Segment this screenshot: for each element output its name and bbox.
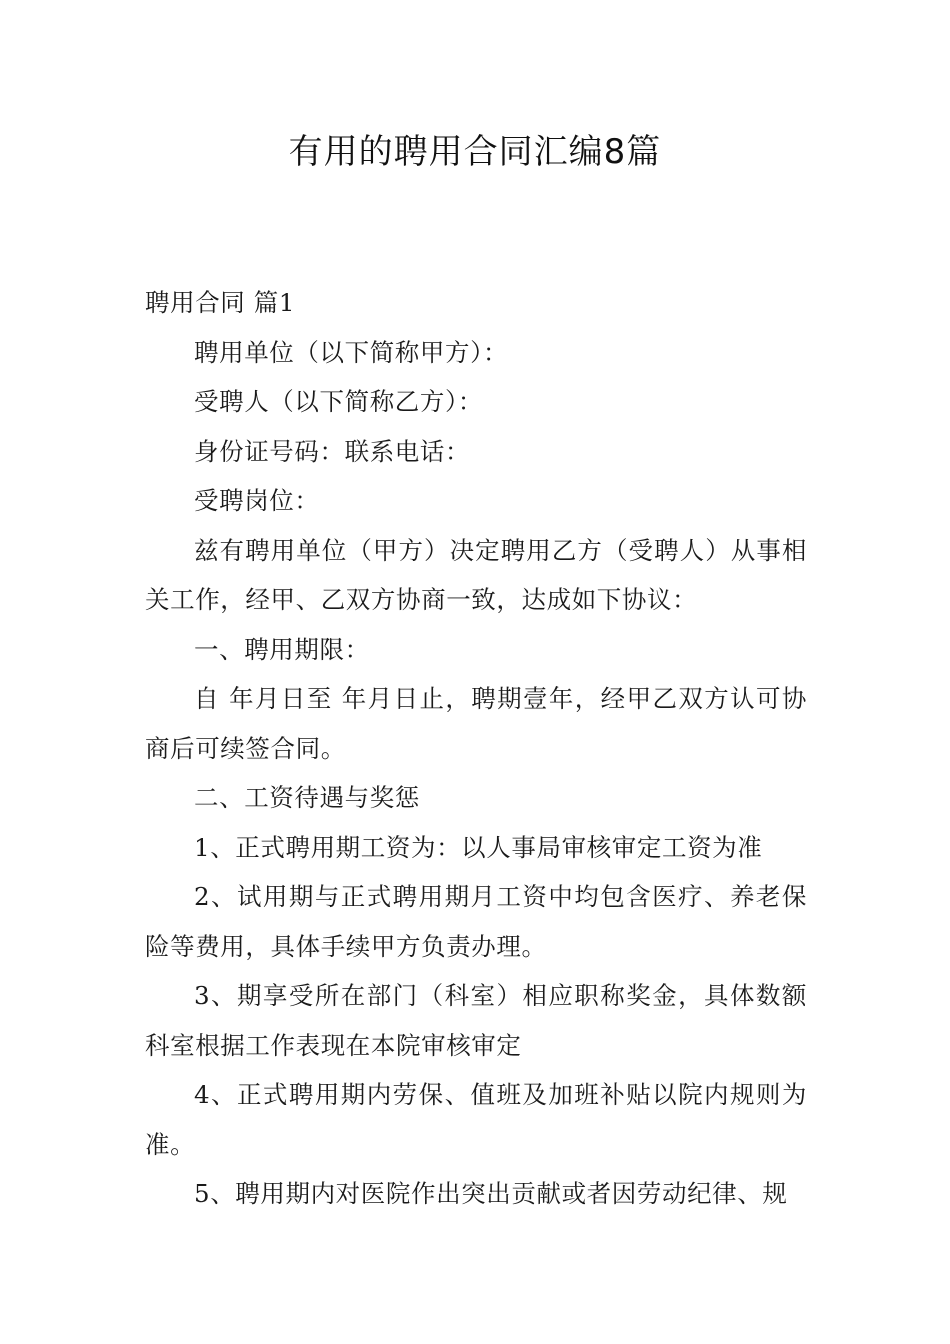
paragraph-employee: 受聘人（以下简称乙方）： [194, 387, 483, 416]
paragraph-term-heading: 一、聘用期限： [194, 634, 370, 664]
paragraph-id-phone: 身份证号码：联系电话： [194, 436, 471, 466]
paragraph-clause-2: 2、试用期与正式聘用期月工资中均包含医疗、养老保险等费用，具体手续甲方负责办理。 [145, 882, 807, 961]
paragraph-position: 受聘岗位： [194, 486, 320, 515]
document-title: 有用的聘用合同汇编8篇 [288, 132, 662, 172]
section-heading: 聘用合同 篇1 [145, 288, 296, 317]
paragraph-clause-5: 5、聘用期内对医院作出突出贡献或者因劳动纪律、规 [194, 1179, 788, 1208]
paragraph-intro: 兹有聘用单位（甲方）决定聘用乙方（受聘人）从事相关工作，经甲、乙双方协商一致，达成如下协议： [145, 535, 807, 614]
paragraph-clause-3: 3、期享受所在部门（科室）相应职称奖金，具体数额科室根据工作表现在本院审核审定 [145, 981, 807, 1060]
paragraph-term: 自 年月日至 年月日止，聘期壹年，经甲乙双方认可协商后可续签合同。 [145, 684, 807, 763]
paragraph-salary-heading: 二、工资待遇与奖惩 [194, 783, 420, 812]
paragraph-clause-1: 1、正式聘用期工资为：以人事局审核审定工资为准 [194, 832, 763, 862]
paragraph-employer: 聘用单位（以下简称甲方）： [194, 337, 509, 367]
document-body [145, 278, 807, 1219]
paragraph-clause-4: 4、正式聘用期内劳保、值班及加班补贴以院内规则为准。 [145, 1080, 807, 1159]
